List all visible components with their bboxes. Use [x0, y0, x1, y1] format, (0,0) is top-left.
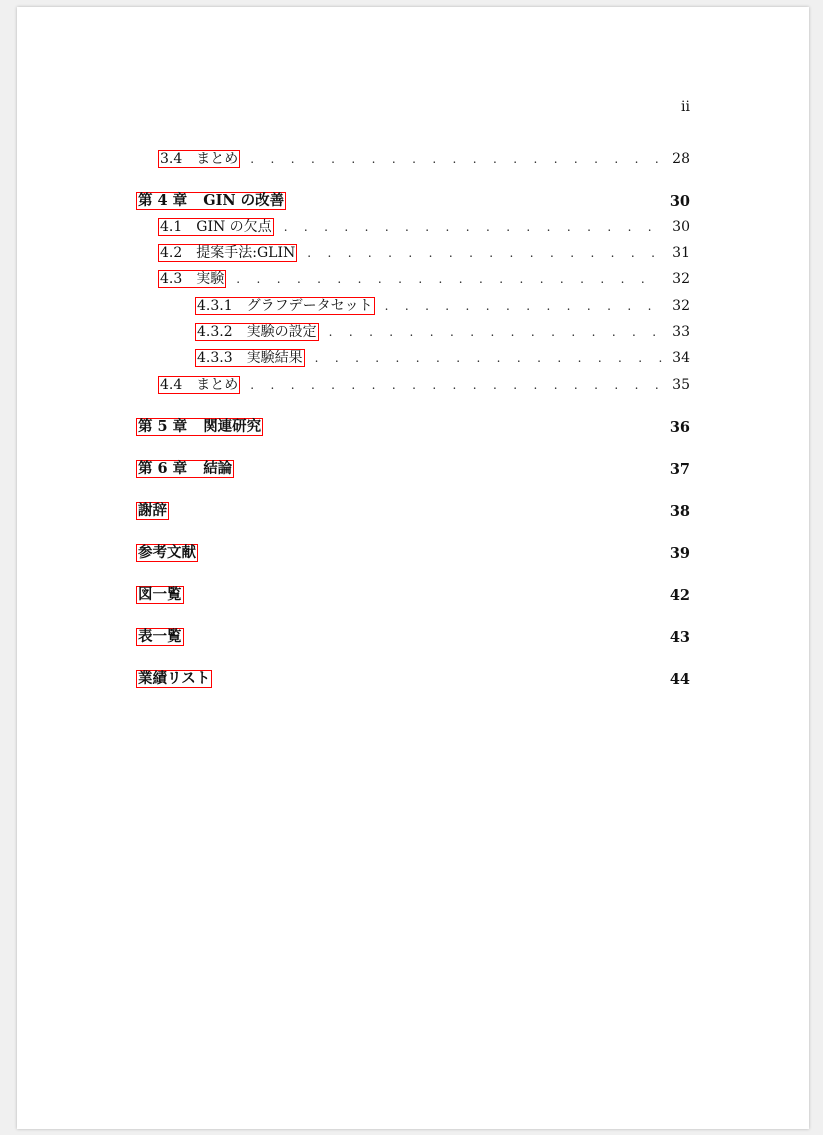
toc-entry-4-4 [136, 375, 690, 395]
toc-link-4-4[interactable]: 4.4 まとめ [160, 377, 239, 393]
dot-leader [236, 272, 662, 286]
toc-page-number: 42 [669, 586, 690, 604]
toc-page-number: 30 [669, 192, 690, 210]
toc-entry-4-3-1 [136, 296, 690, 316]
toc-link-chapter-4[interactable]: 第 4 章 GIN の改善 [138, 192, 285, 209]
toc-page-number: 39 [669, 544, 690, 562]
toc-link-3-4[interactable]: 3.4 まとめ [160, 151, 239, 167]
dot-leader [284, 220, 662, 234]
dot-leader [385, 299, 662, 313]
toc-link-chapter-6[interactable]: 第 6 章 結論 [138, 460, 233, 477]
toc-entry-chapter-6 [136, 459, 690, 479]
toc-page-number: 37 [669, 460, 690, 478]
toc-link-4-3-2[interactable]: 4.3.2 実験の設定 [197, 324, 317, 340]
toc-page-number: 34 [672, 350, 690, 366]
toc-page-number: 43 [669, 628, 690, 646]
toc-page-number: 35 [672, 377, 690, 393]
toc-entry-list-of-figures [136, 585, 690, 605]
toc-entry-3-4 [136, 149, 690, 169]
document-page [17, 7, 809, 1129]
toc-page-number: 32 [672, 298, 690, 314]
toc-page-number: 32 [672, 271, 690, 287]
toc-entry-publications [136, 669, 690, 689]
dot-leader [329, 325, 662, 339]
toc-entry-4-1 [136, 217, 690, 237]
toc-link-4-1[interactable]: 4.1 GIN の欠点 [160, 219, 272, 235]
toc-link-4-3[interactable]: 4.3 実験 [160, 271, 225, 287]
toc-entry-references [136, 543, 690, 563]
toc-entry-list-of-tables [136, 627, 690, 647]
toc-page-number: 44 [669, 670, 690, 688]
dot-leader [315, 351, 662, 365]
toc-page-number: 30 [672, 219, 690, 235]
toc-link-references[interactable]: 参考文献 [138, 544, 196, 561]
toc-entry-4-3-2 [136, 322, 690, 342]
toc-link-4-3-3[interactable]: 4.3.3 実験結果 [197, 350, 303, 366]
toc-link-list-of-tables[interactable]: 表一覧 [138, 628, 182, 645]
toc-entry-chapter-4 [136, 191, 690, 211]
toc-link-chapter-5[interactable]: 第 5 章 関連研究 [138, 418, 262, 435]
toc-entry-4-3-3 [136, 348, 690, 368]
page-number: ii [681, 99, 690, 115]
toc-entry-4-2 [136, 243, 690, 263]
toc-link-publications[interactable]: 業績リスト [138, 670, 211, 687]
toc-entry-4-3 [136, 269, 690, 289]
toc-page-number: 36 [669, 418, 690, 436]
toc-link-list-of-figures[interactable]: 図一覧 [138, 586, 182, 603]
toc-entry-acknowledgements [136, 501, 690, 521]
dot-leader [250, 378, 662, 392]
toc-link-4-2[interactable]: 4.2 提案手法:GLIN [160, 245, 296, 261]
toc-page-number: 31 [672, 245, 690, 261]
dot-leader [250, 152, 662, 166]
toc-link-4-3-1[interactable]: 4.3.1 グラフデータセット [197, 298, 373, 314]
toc-page-number: 33 [672, 324, 690, 340]
dot-leader [307, 246, 662, 260]
toc-link-acknowledgements[interactable]: 謝辞 [138, 502, 167, 519]
toc-page-number: 38 [669, 502, 690, 520]
toc-page-number: 28 [672, 151, 690, 167]
toc-entry-chapter-5 [136, 417, 690, 437]
